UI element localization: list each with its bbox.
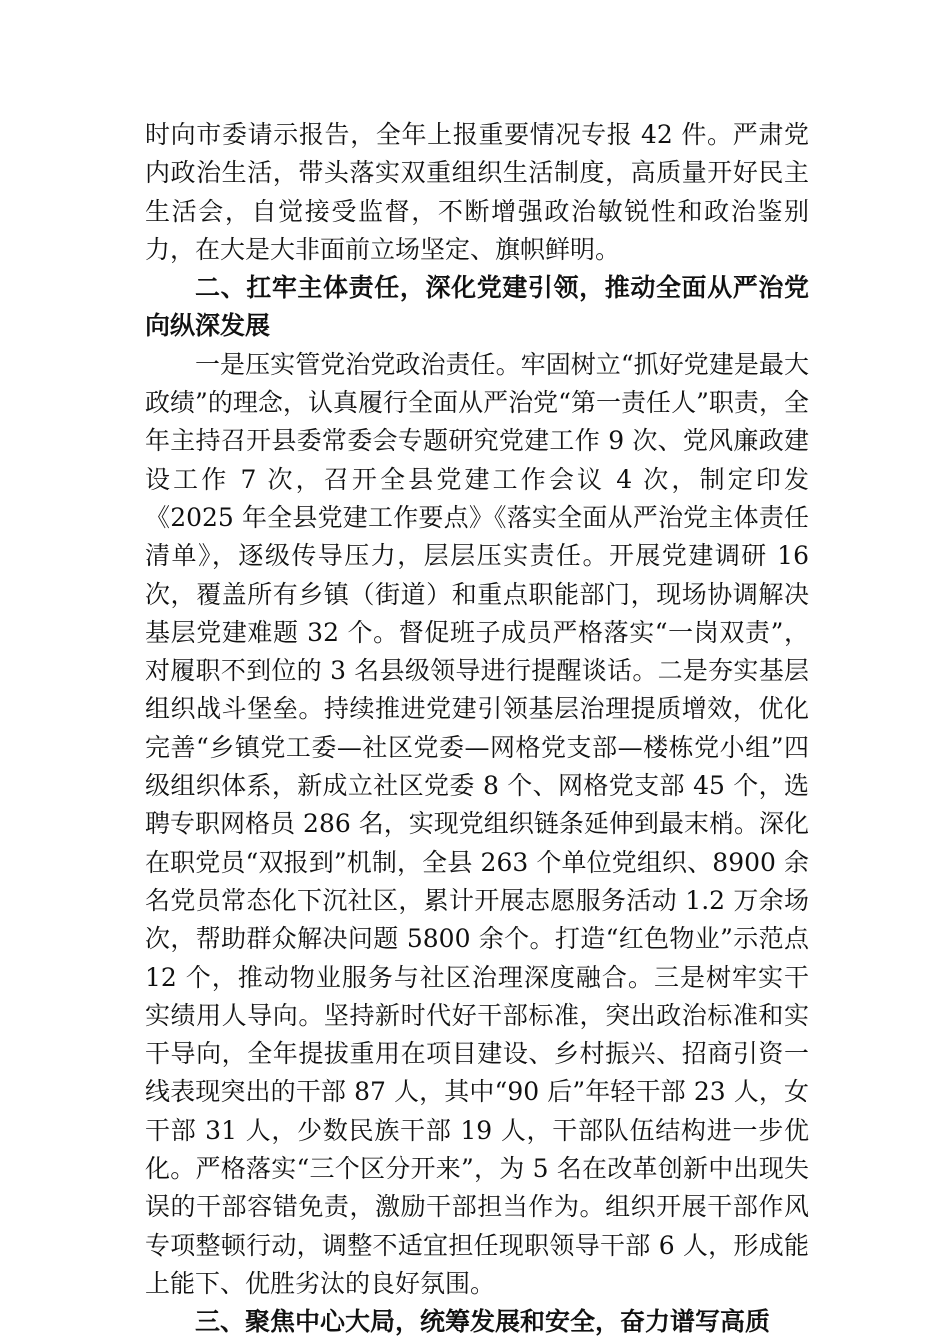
paragraph-continuation: 时向市委请示报告，全年上报重要情况专报 42 件。严肃党内政治生活，带头落实双重组织生活制度，高质量开好民主生活会，自觉接受监督，不断增强政治敏锐性和政治鉴别力，在大是大非面前立场坚定、旗帜鲜明。 [145, 120, 809, 264]
paragraph-body: 一是压实管党治党政治责任。牢固树立“抓好党建是最大政绩”的理念，认真履行全面从严治党“第一责任人”职责，全年主持召开县委常委会专题研究党建工作 9 次、党风廉政建设工作 7 次，召开全县党建工作会议 4 次，制定印发《2025 年全县党建工作要点》《落实全面从严治党主体责任清单》，逐级传导压力，层层压实责任。开展党建调研 16 次，覆盖所有乡镇（街道）和重点职能部门，现场协调解决基层党建难题 32 个。督促班子成员严格落实“一岗双责”，对履职不到位的 3 名县级领导进行提醒谈话。二是夯实基层组织战斗堡垒。持续推进党建引领基层治理提质增效，优化完善“乡镇党工委—社区党委—网格党支部—楼栋党小组”四级组织体系，新成立社区党委 8 个、网格党支部 45 个，选聘专职网格员 286 名，实现党组织链条延伸到最末梢。深化在职党员“双报到”机制，全县 263 个单位党组织、8900 余名党员常态化下沉社区，累计开展志愿服务活动 1.2 万余场次，帮助群众解决问题 5800 余个。打造“红色物业”示范点 12 个，推动物业服务与社区治理深度融合。三是树牢实干实绩用人导向。坚持新时代好干部标准，突出政治标准和实干导向，全年提拔重用在项目建设、乡村振兴、招商引资一线表现突出的干部 87 人，其中“90 后”年轻干部 23 人，女干部 31 人，少数民族干部 19 人，干部队伍结构进一步优化。严格落实“三个区分开来”，为 5 名在改革创新中出现失误的干部容错免责，激励干部担当作为。组织开展干部作风专项整顿行动，调整不适宜担任现职领导干部 6 人，形成能上能下、优胜劣汰的良好氛围。 [145, 349, 809, 1298]
section-heading-2: 二、扛牢主体责任，深化党建引领，推动全面从严治党向纵深发展 [145, 273, 809, 341]
document-body [145, 116, 809, 1342]
section-heading-3: 三、聚焦中心大局，统筹发展和安全，奋力谱写高质 [195, 1307, 771, 1337]
